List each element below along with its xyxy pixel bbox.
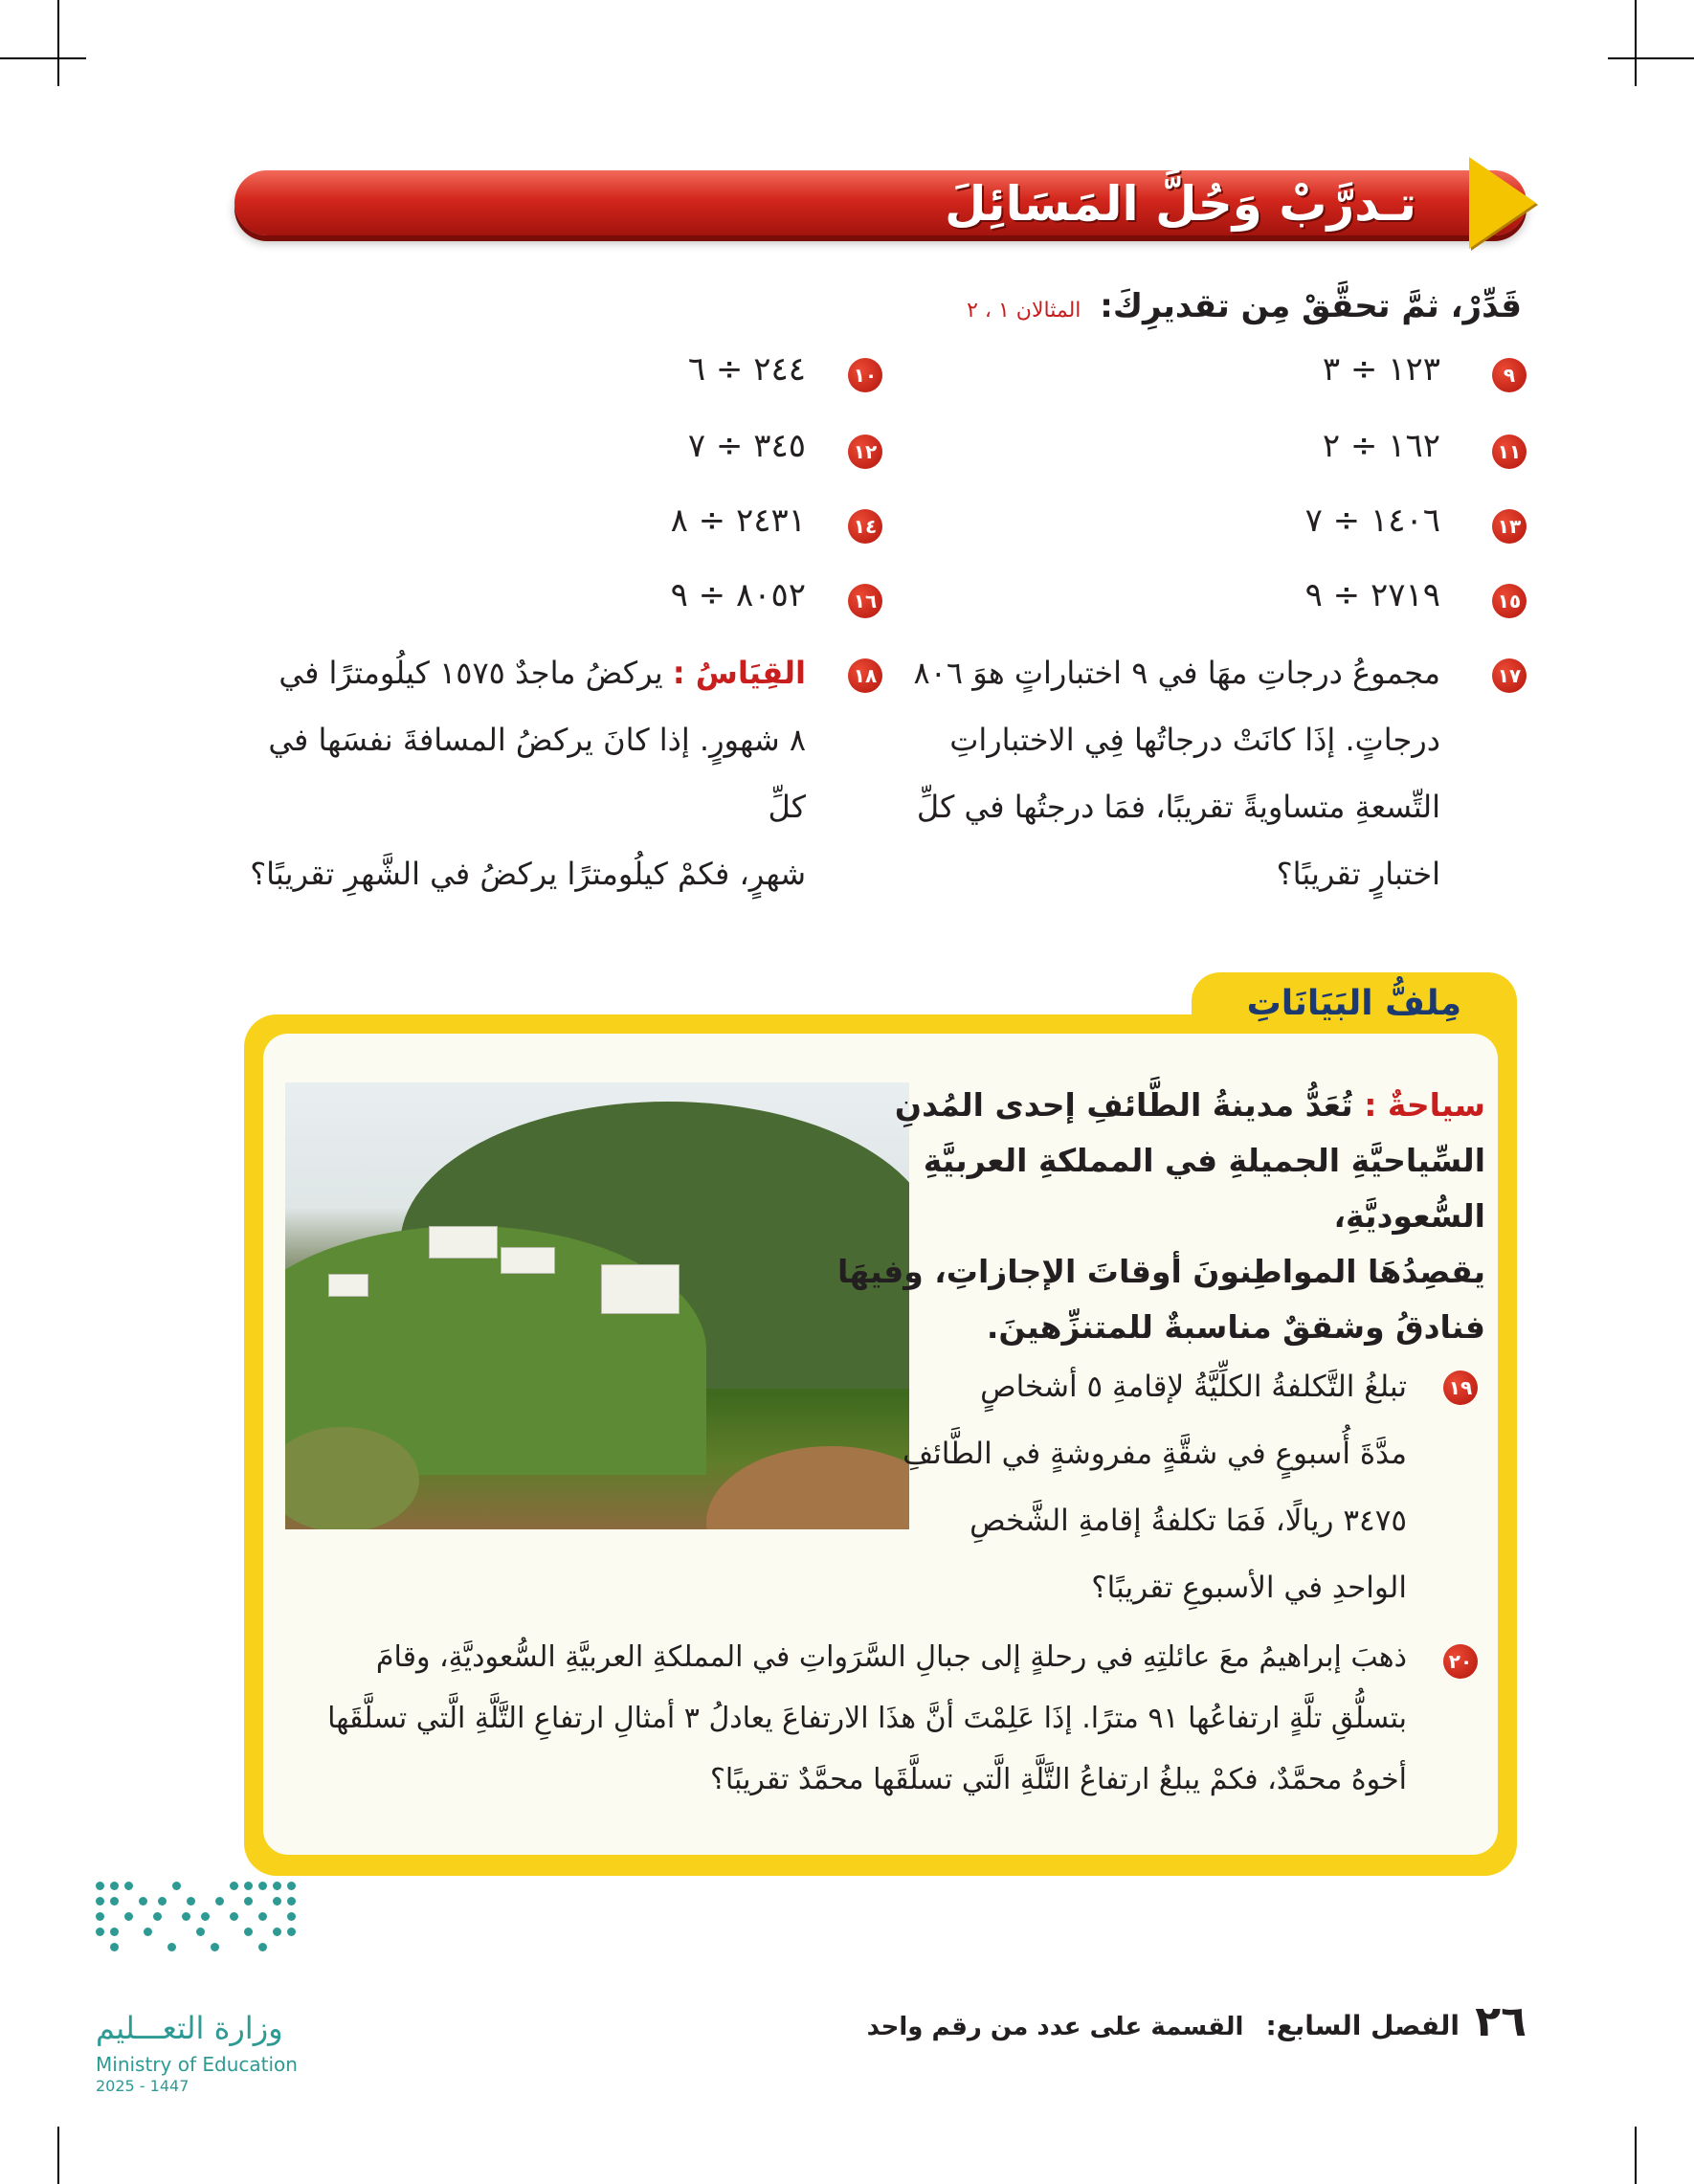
- house-shape: [429, 1226, 498, 1259]
- exercise-number: ١٧: [1492, 658, 1527, 693]
- intro-line: يقصِدُهَا المواطِنونَ أوقاتَ الإجازاتِ، وفيهَا: [837, 1253, 1485, 1290]
- problem-line: اختبارٍ تقريبًا؟: [1276, 856, 1440, 892]
- ministry-name-arabic: وزارة التعـــليم: [96, 2010, 283, 2046]
- house-shape: [601, 1264, 680, 1314]
- intro-line: السِّياحيَّةِ الجميلةِ في المملكةِ العربيَّةِ السُّعوديَّةِ،: [923, 1142, 1485, 1235]
- instruction: [967, 287, 1522, 325]
- crop-mark: [1635, 2127, 1637, 2184]
- exercise-number: ١٠: [848, 358, 882, 392]
- problem-line: شهرٍ، فكمْ كيلُومترًا يركضُ في الشَّهرِ تقريبًا؟: [250, 856, 806, 892]
- house-shape: [501, 1247, 555, 1274]
- house-shape: [328, 1274, 368, 1297]
- crop-mark: [0, 57, 86, 59]
- problem-19-text: [871, 1353, 1407, 1621]
- problem-line: القِيَاسُ : يركضُ ماجدٌ ١٥٧٥ كيلُومترًا في: [279, 655, 806, 691]
- exercise-number: ١١: [1492, 435, 1527, 469]
- chapter-label: الفصل السابع:: [1265, 2010, 1460, 2041]
- data-file-title: مِلفُّ البَيَانَاتِ: [1246, 984, 1461, 1023]
- problem-line: ٣٤٧٥ ريالًا، فَمَا تكلفةُ إقامةِ الشَّخصِ: [970, 1504, 1407, 1538]
- chapter-title: القسمة على عدد من رقم واحد: [866, 2013, 1244, 2041]
- intro-label: سياحةٌ :: [1364, 1086, 1485, 1124]
- exercise-number: ١٥: [1492, 584, 1527, 618]
- problem-20-text: [287, 1627, 1407, 1811]
- crop-mark: [57, 0, 59, 86]
- problem-line: درجاتٍ. إذَا كانَتْ درجاتُها فِي الاختباراتِ: [949, 722, 1440, 758]
- exercise-expression: ١٦٢ ÷ ٢: [1322, 427, 1440, 465]
- exercise-number: ٢٠: [1443, 1644, 1478, 1679]
- page-number: ٢٦: [1475, 1997, 1527, 2046]
- problem-18-text: [222, 639, 806, 907]
- banner-arrow-icon: [1469, 157, 1536, 249]
- problem-line: بتسلُّقِ تلَّةٍ ارتفاعُها ٩١ مترًا. إذَا عَلِمْتَ أنَّ هذَا الارتفاعَ يعادلُ ٣ أمثالِ ارتفاعِ التَّلَّةِ الَّتي تسلَّقَها: [327, 1702, 1407, 1735]
- section-banner: [234, 170, 1527, 235]
- chapter-footer: [867, 2010, 1460, 2041]
- problem-line: مجموعُ درجاتِ مهَا في ٩ اختباراتٍ هوَ ٨٠٦: [913, 655, 1440, 691]
- problem-line: مدَّةَ أُسبوعٍ في شقَّةٍ مفروشةٍ في الطَّائفِ: [903, 1437, 1407, 1471]
- ministry-year: 2025 - 1447: [96, 2077, 189, 2095]
- exercise-number: ٩: [1492, 358, 1527, 392]
- crop-mark: [1635, 0, 1637, 86]
- exercise-expression: ١٤٠٦ ÷ ٧: [1304, 501, 1440, 540]
- problem-line: ٨ شهورٍ. إذا كانَ يركضُ المسافةَ نفسَها في كلِّ: [268, 722, 806, 825]
- instruction-text: قَدِّرْ، ثمَّ تحقَّقْ مِن تقديرِكَ:: [1100, 287, 1522, 325]
- exercise-expression: ٢٤٣١ ÷ ٨: [670, 501, 806, 540]
- exercise-expression: ٨٠٥٢ ÷ ٩: [670, 576, 806, 614]
- exercise-number: ١٦: [848, 584, 882, 618]
- problem-17-text: [847, 639, 1440, 907]
- exercise-expression: ٣٤٥ ÷ ٧: [687, 427, 806, 465]
- problem-line: أخوهُ محمَّدٌ، فكمْ يبلغُ ارتفاعُ التَّلَّةِ الَّتي تسلَّقَها محمَّدٌ تقريبًا؟: [709, 1763, 1407, 1796]
- ministry-name-english: Ministry of Education: [96, 2053, 298, 2076]
- exercise-number: ١٩: [1443, 1371, 1478, 1405]
- exercise-expression: ٢٧١٩ ÷ ٩: [1304, 576, 1440, 614]
- instruction-reference: المثالان ١ ، ٢: [967, 299, 1081, 323]
- exercise-expression: ١٢٣ ÷ ٣: [1322, 350, 1440, 389]
- intro-line: سياحةٌ : تُعَدُّ مدينةُ الطَّائفِ إحدى المُدنِ: [894, 1086, 1485, 1124]
- banner-title: تـدرَّبْ وَحُلَّ المَسَائِلَ: [945, 176, 1416, 232]
- problem-label: القِيَاسُ :: [672, 655, 806, 691]
- crop-mark: [1608, 57, 1694, 59]
- exercise-expression: ٢٤٤ ÷ ٦: [687, 350, 806, 389]
- problem-line: الواحدِ في الأسبوعِ تقريبًا؟: [1091, 1571, 1407, 1605]
- exercise-number: ١٨: [848, 658, 882, 693]
- problem-line: تبلغُ التَّكلفةُ الكلِّيَّةُ لإقامةِ ٥ أشخاصٍ: [980, 1370, 1407, 1404]
- intro-line: فنادقُ وشققٌ مناسبةٌ للمتنزِّهينَ.: [986, 1308, 1485, 1346]
- data-file-intro: [777, 1078, 1485, 1355]
- exercise-number: ١٣: [1492, 509, 1527, 544]
- problem-line: التِّسعةِ متساويةً تقريبًا، فمَا درجتُها في كلِّ: [916, 789, 1440, 825]
- exercise-number: ١٤: [848, 509, 882, 544]
- problem-line: ذهبَ إبراهيمُ معَ عائلتِهِ في رحلةٍ إلى جبالِ السَّرَواتِ في المملكةِ العربيَّةِ السُّعوديَّةِ، وقامَ: [375, 1640, 1407, 1674]
- crop-mark: [57, 2127, 59, 2184]
- exercise-number: ١٢: [848, 435, 882, 469]
